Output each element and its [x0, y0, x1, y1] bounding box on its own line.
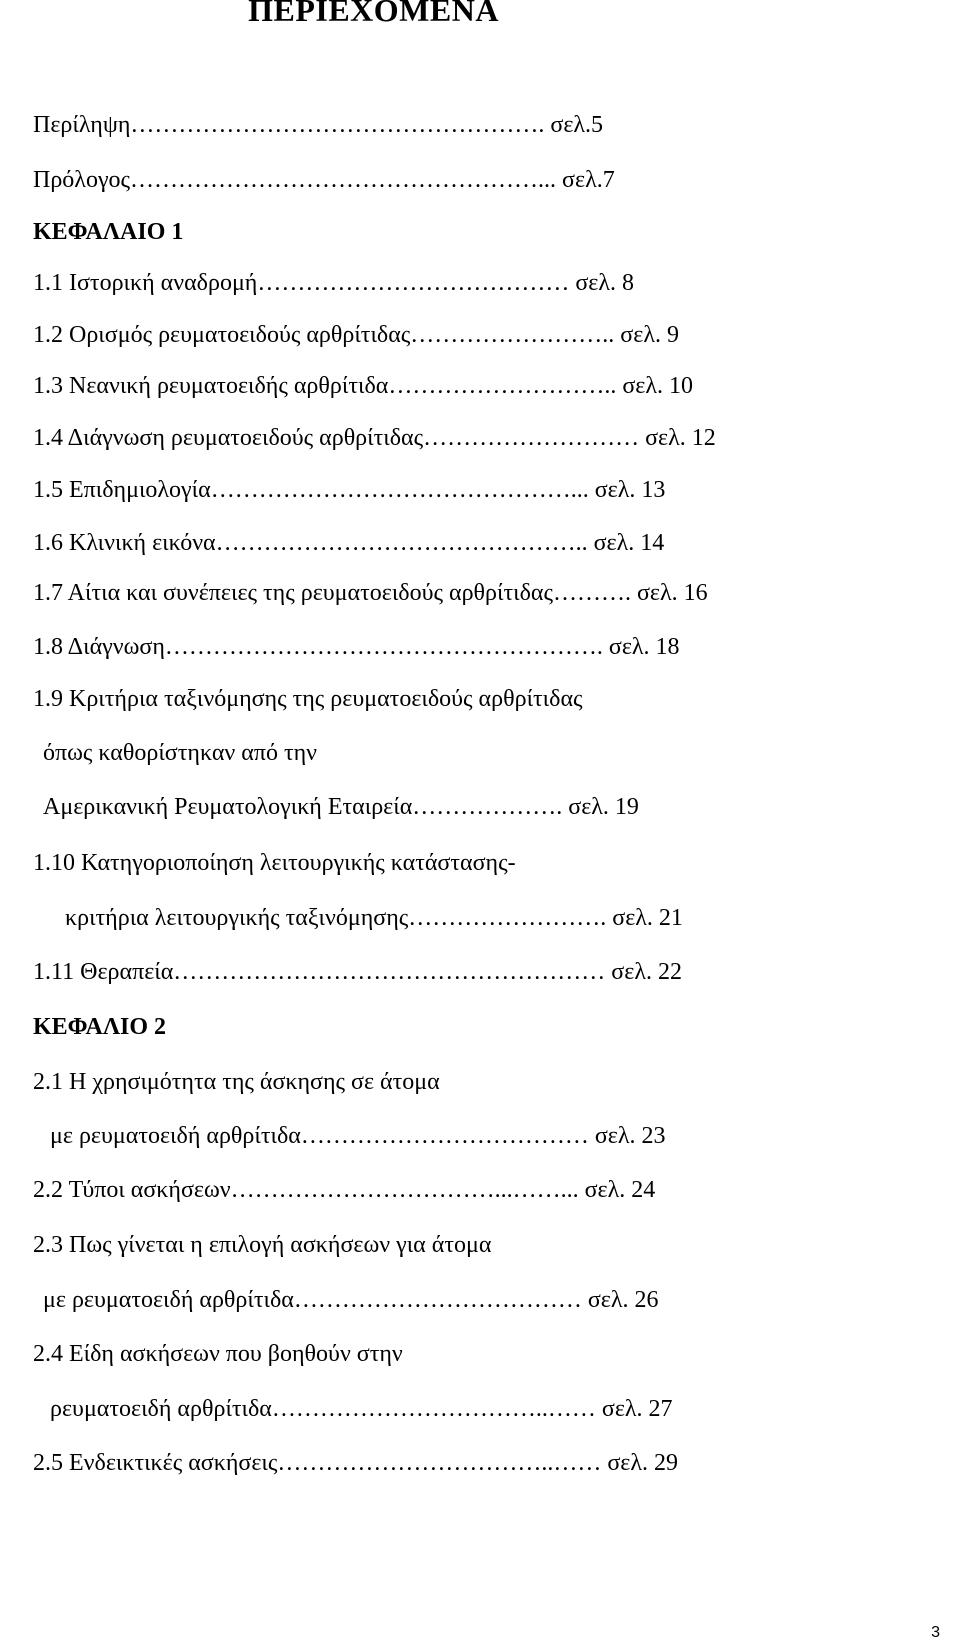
toc-entry: 1.8 Διάγνωση………………………………………………. σελ. 18	[33, 634, 680, 660]
toc-entry: 1.9 Κριτήρια ταξινόμησης της ρευματοειδούς αρθρίτιδας	[33, 686, 583, 712]
toc-entry: 2.1 Η χρησιμότητα της άσκησης σε άτομα	[33, 1069, 440, 1095]
toc-entry: 1.11 Θεραπεία……………………………………………… σελ. 22	[33, 959, 682, 985]
toc-entry: 1.10 Κατηγοριοποίηση λειτουργικής κατάστασης-	[33, 850, 516, 876]
toc-entry-continuation: με ρευματοειδή αρθρίτιδα……………………………… σελ. 23	[50, 1123, 666, 1149]
toc-entry: 2.4 Είδη ασκήσεων που βοηθούν στην	[33, 1341, 403, 1367]
toc-entry: 2.5 Ενδεικτικές ασκήσεις……………………………..…… σελ. 29	[33, 1450, 679, 1476]
toc-entry: Πρόλογος……………………………………………... σελ.7	[33, 167, 615, 193]
toc-entry: 1.5 Επιδημιολογία………………………………………... σελ. 13	[33, 477, 666, 503]
toc-entry-continuation: Αμερικανική Ρευματολογική Εταιρεία………………. σελ. 19	[43, 794, 639, 820]
toc-entry: 2.3 Πως γίνεται η επιλογή ασκήσεων για άτομα	[33, 1232, 492, 1258]
toc-entry: 1.7 Αίτια και συνέπειες της ρευματοειδούς αρθρίτιδας………. σελ. 16	[33, 580, 708, 606]
toc-entry: 1.1 Ιστορική αναδρομή………………………………… σελ. 8	[33, 270, 635, 296]
page-title: ΠΕΡΙΕΧΟΜΕΝΑ	[248, 0, 499, 28]
toc-entry: 1.4 Διάγνωση ρευματοειδούς αρθρίτιδας……………………… σελ. 12	[33, 425, 716, 451]
toc-entry: Περίληψη……………………………………………. σελ.5	[33, 112, 604, 138]
toc-entry: 1.3 Νεανική ρευματοειδής αρθρίτιδα……………………….. σελ. 10	[33, 373, 693, 399]
chapter-heading: ΚΕΦΑΛΑΙΟ 1	[33, 219, 184, 245]
chapter-heading: ΚΕΦΑΛΙΟ 2	[33, 1014, 167, 1040]
toc-entry-continuation: όπως καθορίστηκαν από την	[43, 740, 317, 766]
page-number: 3	[931, 1624, 940, 1641]
toc-entry: 2.2 Τύποι ασκήσεων……………………………...……... σελ. 24	[33, 1177, 656, 1203]
toc-entry: 1.2 Ορισμός ρευματοειδούς αρθρίτιδας…………………….. σελ. 9	[33, 322, 679, 348]
toc-entry: 1.6 Κλινική εικόνα……………………………………….. σελ. 14	[33, 530, 665, 556]
toc-entry-continuation: ρευματοειδή αρθρίτιδα……………………………..…… σελ. 27	[50, 1396, 673, 1422]
toc-entry-continuation: κριτήρια λειτουργικής ταξινόμησης……………………. σελ. 21	[65, 905, 683, 931]
toc-entry-continuation: με ρευματοειδή αρθρίτιδα……………………………… σελ. 26	[43, 1287, 659, 1313]
